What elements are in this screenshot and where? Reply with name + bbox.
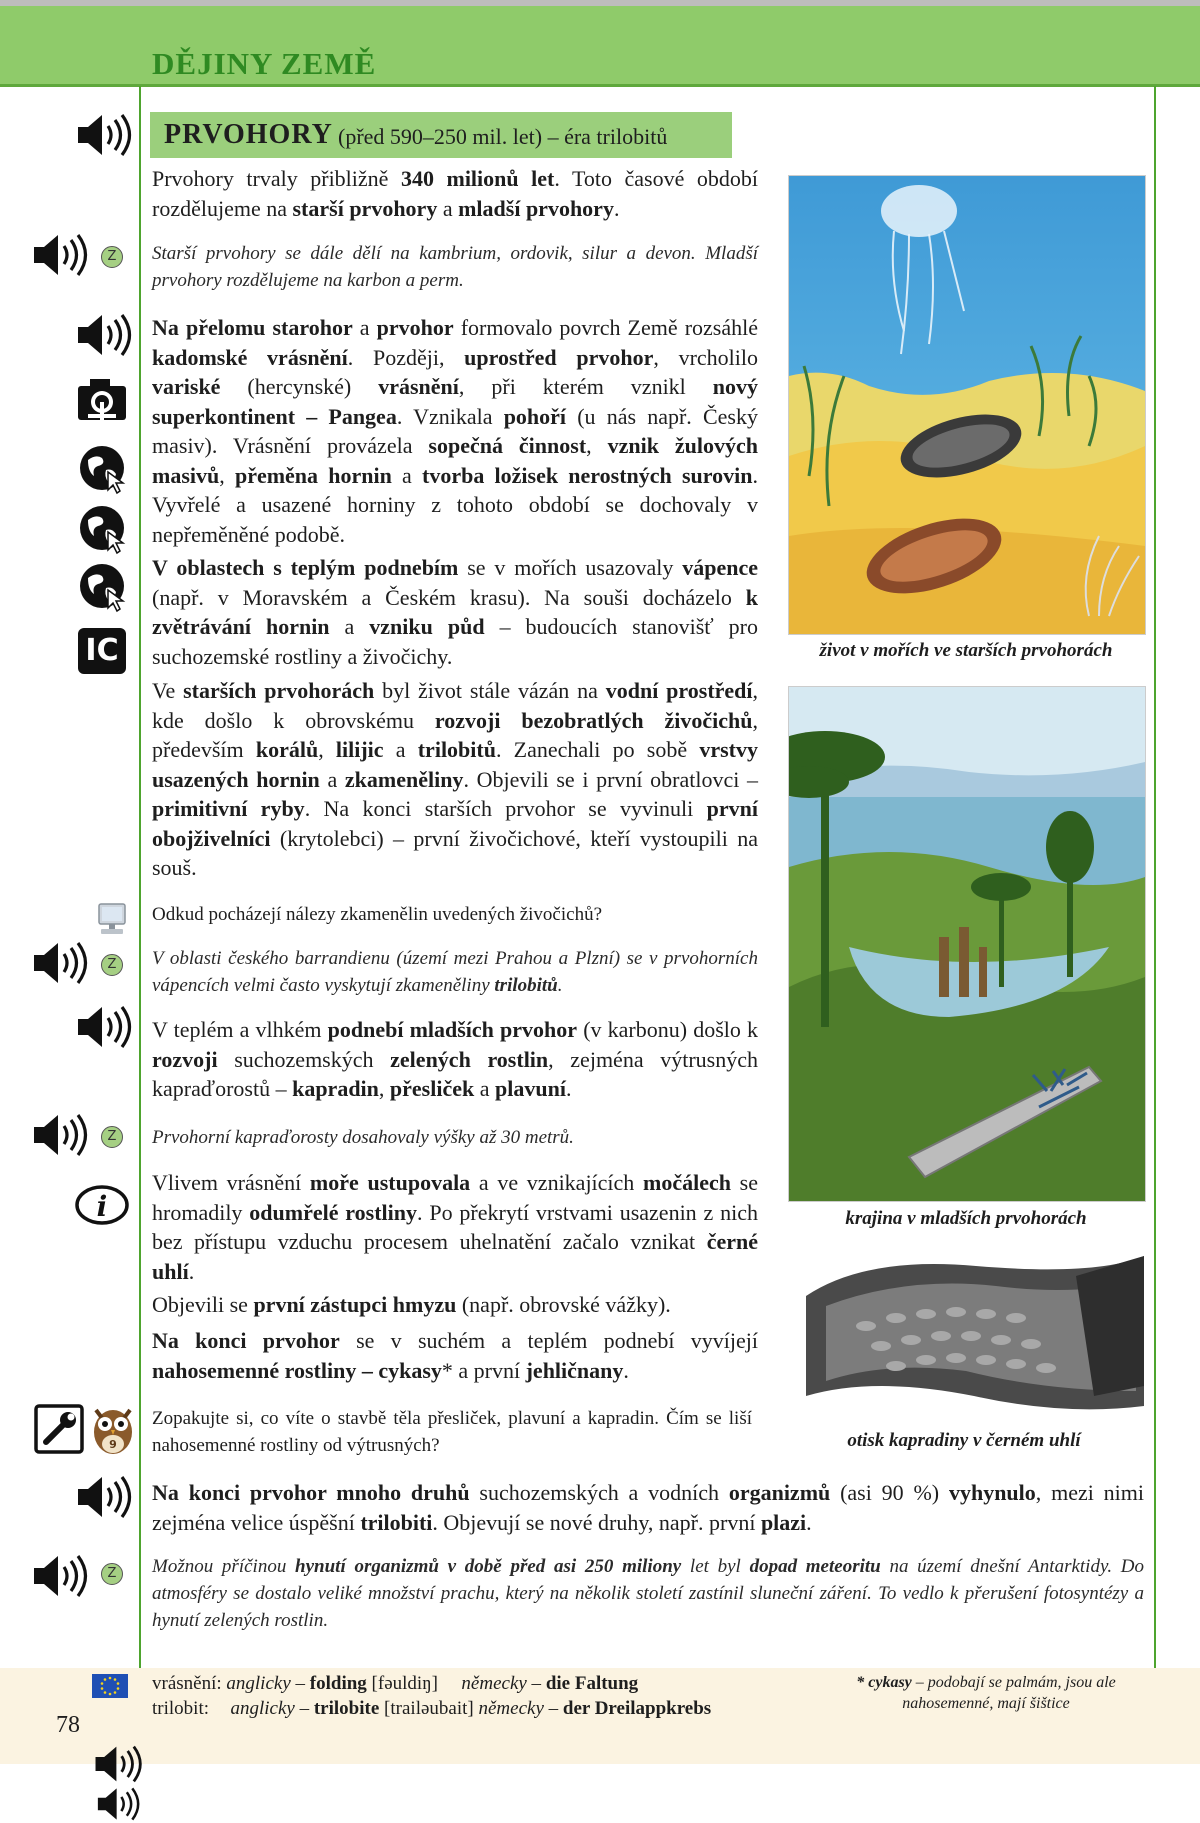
- speaker-icon[interactable]: [30, 232, 92, 278]
- bold-term: nový superkontinent – Pangea: [152, 374, 758, 429]
- term: trilobit:: [152, 1698, 209, 1719]
- bold-term: rozvoji: [152, 1046, 218, 1072]
- bold-term: nahosemenné rostliny – cykasy: [152, 1357, 442, 1383]
- question-plants: [152, 1405, 752, 1459]
- text-run: ,: [586, 433, 608, 458]
- text-run: Zopakujte si, co víte o stavbě těla přesliček, plavuní a kapradin. Čím se liší nahosemenné rostliny od výtrusných?: [152, 1408, 752, 1456]
- speaker-icon[interactable]: [92, 1744, 146, 1784]
- text-run: na území dnešní Antarktidy. Do atmosféry se dostalo veliké množství prachu, který na několik století zastínil sluneční záření. To vedlo k přerušení fotosyntézy a hynutí zelených rostlin.: [152, 1556, 1145, 1631]
- speaker-icon[interactable]: [74, 112, 136, 158]
- en-word: trilobite: [313, 1698, 380, 1719]
- text-run: Ve: [152, 678, 184, 703]
- bold-term: pohoří: [503, 403, 567, 429]
- chapter-title: DĚJINY ZEMĚ: [152, 46, 377, 81]
- text-run: , mezi nimi zejména velice úspěšní: [152, 1480, 1145, 1535]
- bold-term: V oblastech s teplým podnebím: [152, 555, 459, 580]
- bold-term: hynutí organizmů v době před asi 250 miliony: [295, 1556, 682, 1577]
- text-run: suchozemských: [217, 1046, 391, 1072]
- eu-flag-icon: [92, 1674, 128, 1698]
- bold-term: vznik žulových masivů: [152, 433, 759, 488]
- bold-term: vodní prostředí: [605, 678, 753, 703]
- era-title-box: [150, 112, 732, 158]
- note-italic-subdivisions: [152, 240, 758, 294]
- bold-term: vyhynulo: [948, 1480, 1036, 1505]
- text-run: formovalo povrch Země rozsáhlé: [453, 315, 758, 340]
- paragraph-early-life: [152, 676, 758, 883]
- en-pronunciation: [trailəubait]: [384, 1698, 474, 1719]
- text-run: (asi 90 %): [830, 1480, 949, 1505]
- text-run: ,: [318, 737, 336, 762]
- speaker-icon[interactable]: [74, 1474, 136, 1520]
- text-run: se v mořích usazovaly: [458, 555, 683, 580]
- text-run: .: [806, 1509, 812, 1535]
- bold-term: černé uhlí: [152, 1229, 758, 1284]
- bold-term: zelených rostlin: [390, 1046, 549, 1072]
- speaker-icon[interactable]: [30, 1553, 92, 1599]
- bold-term: tvorba ložisek nerostných surovin: [422, 462, 753, 488]
- text-run: . Objevují se nové druhy, např. první: [432, 1509, 761, 1535]
- computer-icon[interactable]: [96, 902, 128, 936]
- text-run: .: [557, 975, 563, 996]
- text-run: – budoucích stanovišť pro suchozemské rostliny a živočichy.: [152, 614, 759, 669]
- text-run: Starší prvohory se dále dělí na kambrium, ordovik, silur a devon. Mladší prvohory rozdělujeme na karbon a perm.: [152, 243, 758, 291]
- bold-term: Na konci prvohor mnoho druhů: [152, 1480, 470, 1505]
- svg-text:i: i: [96, 1190, 108, 1223]
- z-badge-icon: Z: [101, 1126, 123, 1148]
- text-run: a: [352, 315, 377, 340]
- bold-term: jehličnany: [525, 1357, 624, 1383]
- text-run: . Vznikala: [396, 403, 504, 429]
- z-badge-icon: Z: [101, 954, 123, 976]
- text-run: Prvohory trvaly přibližně: [152, 166, 401, 191]
- text-run: . Toto časové období rozdělujeme na: [152, 166, 759, 221]
- text-run: V oblasti českého barrandienu (území mezi Prahou a Plzní) se v prvohorních vápencích velmi často vyskytují zkameněliny: [152, 948, 758, 996]
- text-run: V teplém a vlhkém: [152, 1017, 328, 1042]
- text-run: a: [383, 737, 418, 762]
- en-word: folding: [309, 1673, 367, 1694]
- bold-term: sopečná činnost: [428, 433, 587, 458]
- footnote-cycads: [836, 1672, 1136, 1714]
- speaker-icon[interactable]: [30, 1112, 92, 1158]
- en-label: anglicky –: [226, 1673, 306, 1694]
- text-run: Vlivem vrásnění: [152, 1170, 310, 1195]
- text-run: .: [565, 1076, 572, 1101]
- paragraph-folding: [152, 313, 758, 549]
- text-run: . Zanechali po sobě: [495, 737, 700, 762]
- era-title: PRVOHORY: [164, 119, 333, 150]
- ic-badge-icon[interactable]: [78, 628, 126, 674]
- bold-term: k zvětrávání hornin: [152, 584, 758, 639]
- text-run: suchozemských a vodních: [469, 1480, 729, 1505]
- owl-number: 9: [109, 1438, 117, 1451]
- page-number: 78: [56, 1712, 80, 1738]
- text-run: ,: [378, 1076, 390, 1101]
- text-run: a: [391, 462, 422, 488]
- text-run: a: [329, 614, 370, 639]
- text-run: se v suchém a teplém podnebí vyvíjejí: [339, 1328, 758, 1353]
- bold-term: uprostřed prvohor: [464, 344, 654, 370]
- bold-term: přesliček: [389, 1076, 475, 1101]
- bold-term: přeměna hornin: [234, 462, 392, 488]
- text-run: Prvohorní kapraďorosty dosahovaly výšky až 30 metrů.: [152, 1127, 574, 1148]
- globe-cursor-icon[interactable]: [78, 444, 130, 496]
- text-run: (krytolebci) – první živočichové, kteří vystoupili na souš.: [152, 825, 758, 880]
- caption-fossil: otisk kapradiny v černém uhlí: [847, 1430, 1081, 1451]
- bold-term: starší prvohory: [292, 195, 438, 221]
- bold-term: variské: [152, 374, 221, 399]
- text-run: Odkud pocházejí nálezy zkamenělin uvedených živočichů?: [152, 904, 602, 925]
- footnote-text: – podobají se palmám, jsou ale nahosemenné, mají šištice: [902, 1674, 1116, 1712]
- bold-term: vrstvy usazených hornin: [152, 737, 758, 792]
- bold-term: kapradin: [292, 1076, 379, 1101]
- text-run: . Později,: [347, 344, 465, 370]
- text-run: .: [623, 1357, 629, 1383]
- bold-term: zkameněliny: [344, 766, 464, 792]
- bold-term: organizmů: [728, 1480, 831, 1505]
- bold-term: kadomské vrásnění: [152, 344, 348, 370]
- bold-term: trilobitů: [417, 737, 496, 762]
- en-label: anglicky –: [230, 1698, 310, 1719]
- text-run: (v karbonu) došlo k: [577, 1017, 758, 1042]
- text-run: (hercynské): [220, 374, 379, 399]
- text-run: let byl: [681, 1556, 750, 1577]
- text-run: a ve vznikajících: [470, 1170, 644, 1195]
- text-run: , zejména výtrusných kapraďorostů –: [152, 1046, 758, 1101]
- right-margin-line: [1154, 86, 1156, 1668]
- text-run: . Na konci starších prvohor se vyvinuli: [304, 796, 707, 821]
- sea-life-illustration: [788, 175, 1146, 635]
- bold-term: první obojživelníci: [152, 796, 758, 851]
- bold-term: močálech: [643, 1170, 731, 1195]
- text-run: . Vyvřelé a usazené horniny z tohoto období se dochovaly v nepřeměněné podobě.: [152, 462, 758, 547]
- bold-term: rozvoji bezobratlých živočichů: [434, 707, 753, 733]
- text-run: Možnou příčinou: [152, 1556, 296, 1577]
- info-icon[interactable]: [74, 1184, 130, 1226]
- text-run: a: [474, 1076, 495, 1101]
- text-run: , kde došlo k obrovskému: [152, 678, 759, 733]
- text-run: , při kterém vznikl: [458, 374, 713, 399]
- bold-term: první zástupci hmyzu: [253, 1292, 457, 1317]
- de-label: německy –: [461, 1673, 542, 1694]
- bold-term: korálů: [255, 737, 319, 762]
- glossary-row-vrasneni: [152, 1673, 638, 1695]
- bold-term: vzniku půd: [369, 614, 485, 639]
- bold-term: Na konci prvohor: [152, 1328, 340, 1353]
- bold-term: prvohor: [376, 315, 454, 340]
- de-word: der Dreilappkrebs: [562, 1698, 712, 1719]
- owl-icon: [90, 1402, 136, 1456]
- speaker-icon[interactable]: [74, 312, 136, 358]
- text-run: byl život stále vázán na: [374, 678, 606, 703]
- bold-term: trilobiti: [360, 1509, 433, 1535]
- caption-landscape: krajina v mladších prvohorách: [845, 1208, 1087, 1229]
- note-italic-fern-height: [152, 1124, 758, 1151]
- paragraph-late-plants: [152, 1015, 758, 1104]
- globe-cursor-icon[interactable]: [78, 562, 130, 614]
- bold-term: mladší prvohory: [458, 195, 614, 221]
- tool-icon[interactable]: [34, 1404, 84, 1454]
- bold-term: primitivní ryby: [152, 796, 305, 821]
- bold-term: 340 milionů let: [400, 166, 555, 191]
- text-run: * a první: [441, 1357, 526, 1383]
- text-run: se hromadily: [152, 1170, 759, 1225]
- globe-cursor-icon[interactable]: [78, 504, 130, 556]
- bold-term: dopad meteoritu: [749, 1556, 881, 1577]
- bold-term: trilobitů: [494, 975, 558, 996]
- paragraph-extinction: [152, 1478, 1144, 1537]
- fern-fossil-photo: [806, 1256, 1144, 1414]
- text-run: .: [613, 195, 620, 221]
- chapter-header: [0, 6, 1200, 87]
- bold-term: plazi: [760, 1509, 807, 1535]
- speaker-icon[interactable]: [74, 1004, 136, 1050]
- paragraph-coal: [152, 1168, 758, 1286]
- text-run: Objevili se: [152, 1292, 254, 1317]
- text-run: . Po překrytí vrstvami usazenin z nich bez přístupu vzduchu procesem uhelnatění začalo vznikat: [152, 1199, 758, 1254]
- text-run: (u nás např. Český masiv). Vrásnění provázela: [152, 403, 758, 458]
- text-run: (např. obrovské vážky).: [456, 1292, 671, 1317]
- text-run: a: [437, 195, 459, 221]
- text-run: (např. v Moravském a Českém krasu). Na souši docházelo: [152, 584, 746, 610]
- de-word: die Faltung: [545, 1673, 639, 1694]
- paragraph-cycads: [152, 1326, 758, 1385]
- era-subtitle: (před 590–250 mil. let) – éra trilobitů: [338, 124, 668, 149]
- bold-term: Na přelomu starohor: [152, 315, 353, 340]
- paragraph-insects: [152, 1290, 758, 1320]
- glossary-row-trilobit: [152, 1698, 711, 1720]
- paragraph-intro: [152, 164, 758, 223]
- bold-term: plavuní: [495, 1076, 566, 1101]
- text-run: .: [188, 1258, 195, 1284]
- speaker-icon[interactable]: [30, 940, 92, 986]
- bold-term: starších prvohorách: [183, 678, 375, 703]
- paragraph-limestone: [152, 553, 758, 671]
- speaker-icon[interactable]: [92, 1786, 146, 1822]
- note-italic-meteorite: [152, 1553, 1144, 1634]
- term: vrásnění:: [152, 1673, 222, 1694]
- carboniferous-landscape-illustration: [788, 686, 1146, 1202]
- bold-term: moře ustupovala: [309, 1170, 471, 1195]
- bold-term: lilijic: [335, 737, 384, 762]
- footnote-term: * cykasy: [856, 1674, 912, 1691]
- bold-term: vápence: [682, 555, 759, 580]
- camera-icon[interactable]: [76, 376, 128, 422]
- text-run: , především: [152, 707, 758, 762]
- question-fossils: [152, 901, 758, 928]
- ic-badge-label: IC: [85, 633, 119, 668]
- bold-term: vrásnění: [378, 374, 459, 399]
- bold-term: odumřelé rostliny: [249, 1199, 418, 1225]
- en-pronunciation: [fəuldiŋ]: [371, 1673, 438, 1694]
- caption-sea-life: život v mořích ve starších prvohorách: [819, 640, 1113, 661]
- text-run: . Objevili se i první obratlovci –: [463, 766, 759, 792]
- text-run: a: [319, 766, 345, 792]
- text-run: , vrcholilo: [653, 344, 758, 370]
- text-run: ,: [219, 462, 235, 488]
- note-italic-barrandien: [152, 945, 758, 999]
- z-badge-icon: Z: [101, 1563, 123, 1585]
- bold-term: podnebí mladších prvohor: [327, 1017, 578, 1042]
- z-badge-icon: Z: [101, 246, 123, 268]
- de-label: německy –: [478, 1698, 559, 1719]
- left-margin-line: [139, 86, 141, 1668]
